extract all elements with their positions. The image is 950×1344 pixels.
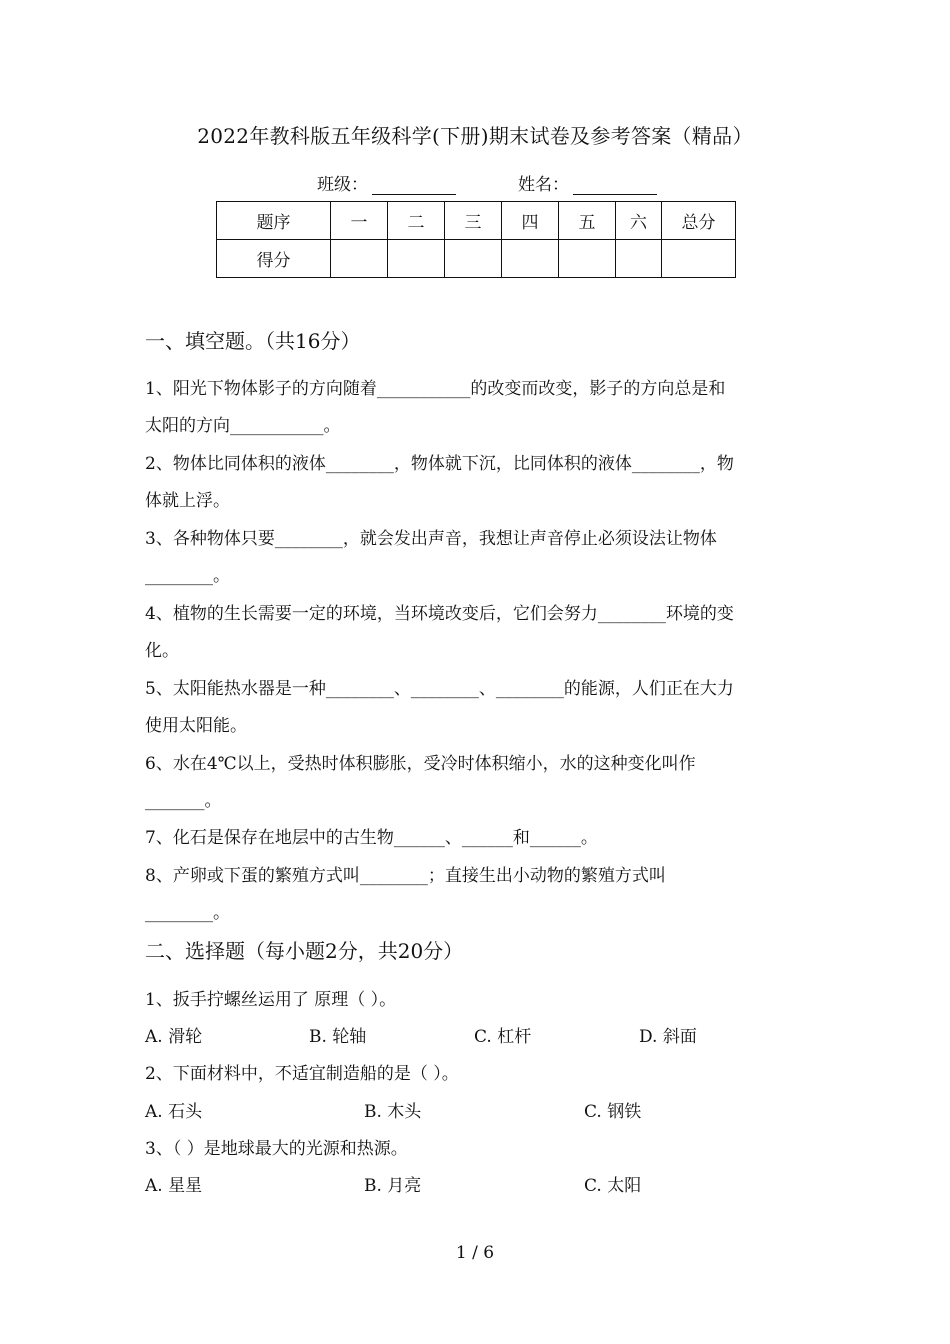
choice-option: C. 太阳 — [584, 1176, 642, 1196]
choice-question-2: 2、下面材料中，不适宜制造船的是（ ）。 — [145, 1064, 459, 1084]
score-cell — [502, 240, 559, 278]
document-title: 2022年教科版五年级科学(下册)期末试卷及参考答案（精品） — [197, 124, 753, 148]
choice-option: C. 钢铁 — [584, 1102, 642, 1122]
question-line: 7、化石是保存在地层中的古生物______、______和______。 — [145, 828, 598, 848]
question-line: 6、水在4℃以上，受热时体积膨胀，受冷时体积缩小，水的这种变化叫作 — [145, 754, 696, 774]
question-line: 使用太阳能。 — [145, 716, 247, 736]
score-cell — [616, 240, 662, 278]
choice-question-1: 1、扳手拧螺丝运用了 原理（ ）。 — [145, 990, 397, 1010]
name-label: 姓名： — [518, 175, 569, 195]
choice-option: B. 月亮 — [364, 1176, 422, 1196]
question-line: ________。 — [145, 566, 230, 586]
score-header-cell: 二 — [388, 202, 445, 240]
question-line: 2、物体比同体积的液体________，物体就下沉，比同体积的液体________，物 — [145, 454, 734, 474]
name-field — [518, 170, 657, 195]
section-heading-multiple-choice: 二、选择题（每小题2分，共20分） — [145, 939, 464, 963]
score-table-header-row — [217, 202, 736, 240]
class-blank — [372, 176, 456, 195]
question-line: 4、植物的生长需要一定的环境，当环境改变后，它们会努力________环境的变 — [145, 604, 734, 624]
score-table — [216, 201, 736, 278]
section-heading-fill-blank: 一、填空题。（共16分） — [145, 329, 361, 353]
choice-option: A. 石头 — [145, 1102, 203, 1122]
question-line: 化。 — [145, 641, 179, 661]
class-label: 班级： — [317, 175, 368, 195]
question-line: 5、太阳能热水器是一种________、________、________的能源，人们正在大力 — [145, 679, 734, 699]
choice-question-3: 3、（ ）是地球最大的光源和热源。 — [145, 1139, 408, 1159]
page-number: 1 / 6 — [455, 1243, 495, 1263]
choice-option: A. 星星 — [145, 1176, 203, 1196]
score-header-cell: 五 — [559, 202, 616, 240]
score-header-cell: 三 — [445, 202, 502, 240]
score-cell — [331, 240, 388, 278]
choice-option: D. 斜面 — [639, 1027, 697, 1047]
question-line: 3、各种物体只要________，就会发出声音，我想让声音停止必须设法让物体 — [145, 529, 717, 549]
class-field — [317, 170, 456, 195]
score-header-cell: 题序 — [217, 202, 331, 240]
score-header-cell: 一 — [331, 202, 388, 240]
name-blank — [573, 176, 657, 195]
score-header-cell: 四 — [502, 202, 559, 240]
question-line: ________。 — [145, 903, 230, 923]
score-row-label: 得分 — [217, 240, 331, 278]
question-line: 8、产卵或下蛋的繁殖方式叫________；直接生出小动物的繁殖方式叫 — [145, 866, 666, 886]
question-line: _______。 — [145, 791, 222, 811]
question-line: 1、阳光下物体影子的方向随着___________的改变而改变，影子的方向总是和 — [145, 379, 726, 399]
score-table-score-row — [217, 240, 736, 278]
choice-option: A. 滑轮 — [145, 1027, 203, 1047]
score-cell — [662, 240, 736, 278]
score-header-cell: 六 — [616, 202, 662, 240]
score-header-cell: 总分 — [662, 202, 736, 240]
score-cell — [388, 240, 445, 278]
question-line: 太阳的方向___________。 — [145, 416, 341, 436]
score-cell — [445, 240, 502, 278]
choice-option: C. 杠杆 — [474, 1027, 532, 1047]
choice-option: B. 轮轴 — [309, 1027, 367, 1047]
score-cell — [559, 240, 616, 278]
choice-option: B. 木头 — [364, 1102, 422, 1122]
question-line: 体就上浮。 — [145, 491, 230, 511]
